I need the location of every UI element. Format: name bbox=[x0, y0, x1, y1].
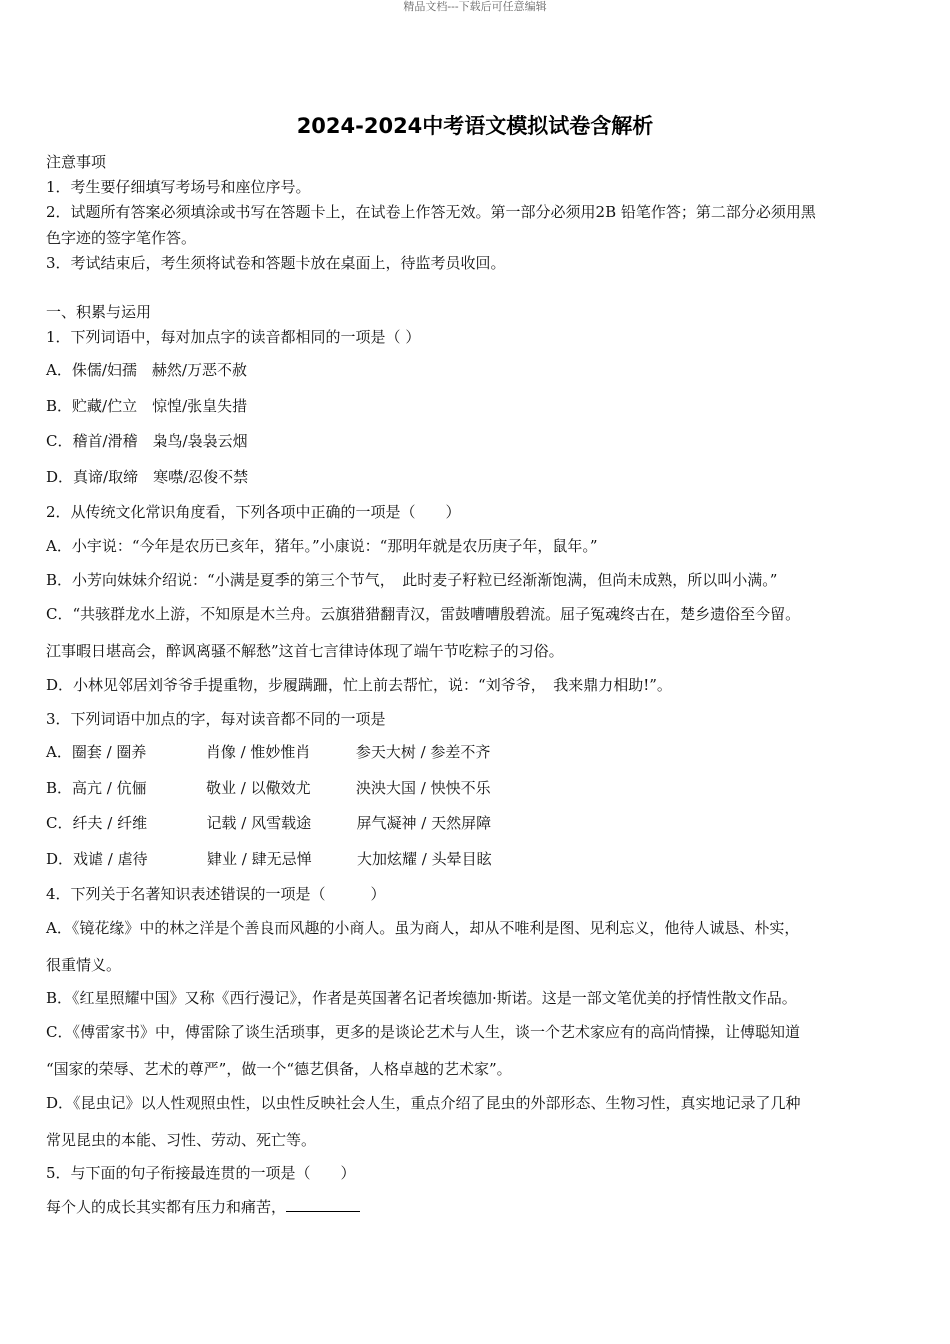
question-4-option-a: A．《镜花缘》中的林之洋是个善良而风趣的小商人。虽为商人，却从不唯利是图、见利忘义，他待人诚恳、朴实， bbox=[46, 919, 800, 937]
question-3-option-d: D．戏谑 / 虐待 肄业 / 肆无忌惮 大加炫耀 / 头晕目眩 bbox=[46, 850, 492, 868]
answer-blank[interactable] bbox=[286, 1197, 360, 1212]
page-header: 精品文档---下载后可任意编辑 bbox=[403, 0, 547, 13]
question-2-option-d: D．小林见邻居刘爷爷手提重物，步履蹒跚，忙上前去帮忙，说：“刘爷爷， 我来鼎力相助!”。 bbox=[46, 676, 672, 694]
section-heading: 一、积累与运用 bbox=[46, 303, 152, 321]
question-4-option-c: C．《傅雷家书》中，傅雷除了谈生活琐事，更多的是谈论艺术与人生，谈一个艺术家应有的高尚情操，让傅聪知道 bbox=[46, 1023, 800, 1041]
question-3-option-b: B．高亢 / 伉俪 敬业 / 以儆效尤 泱泱大国 / 怏怏不乐 bbox=[46, 779, 491, 797]
question-3-stem: 3．下列词语中加点的字，每对读音都不同的一项是 bbox=[46, 710, 386, 728]
question-1-option-d: D．真谛/取缔 寒噤/忍俊不禁 bbox=[46, 468, 249, 486]
notice-item: 1．考生要仔细填写考场号和座位序号。 bbox=[46, 178, 311, 196]
question-2-option-c: C．“共骇群龙水上游，不知原是木兰舟。云旗猎猎翻青汉，雷鼓嘈嘈殷碧流。屈子冤魂终古在，楚乡遗俗至今留。 bbox=[46, 605, 801, 623]
question-4-option-b: B．《红星照耀中国》又称《西行漫记》，作者是英国著名记者埃德加·斯诺。这是一部文笔优美的抒情性散文作品。 bbox=[46, 989, 797, 1007]
question-1-option-b: B．贮藏/伫立 惊惶/张皇失措 bbox=[46, 397, 248, 415]
notice-item: 色字迹的签字笔作答。 bbox=[46, 229, 197, 247]
question-5-stem: 5．与下面的句子衔接最连贯的一项是（ ） bbox=[46, 1164, 356, 1182]
question-4-option-c-continued: “国家的荣辱、艺术的尊严”，做一个“德艺俱备，人格卓越的艺术家”。 bbox=[46, 1060, 512, 1078]
question-4-stem: 4．下列关于名著知识表述错误的一项是（ ） bbox=[46, 885, 386, 903]
question-4-option-d-continued: 常见昆虫的本能、习性、劳动、死亡等。 bbox=[46, 1131, 317, 1149]
question-2-stem: 2．从传统文化常识角度看，下列各项中正确的一项是（ ） bbox=[46, 503, 461, 521]
question-4-option-d: D．《昆虫记》以人性观照虫性，以虫性反映社会人生，重点介绍了昆虫的外部形态、生物习性，真实地记录了几种 bbox=[46, 1094, 801, 1112]
question-3-option-a: A．圈套 / 圈养 肖像 / 惟妙惟肖 参天大树 / 参差不齐 bbox=[46, 743, 491, 761]
page-title: 2024-2024中考语文模拟试卷含解析 bbox=[296, 114, 654, 138]
question-2-option-b: B．小芳向妹妹介绍说：“小满是夏季的第三个节气， 此时麦子籽粒已经渐渐饱满，但尚未成熟，所以叫小满。” bbox=[46, 571, 778, 589]
question-3-option-c: C．纤夫 / 纤维 记载 / 风雪载途 屏气凝神 / 天然屏障 bbox=[46, 814, 492, 832]
question-2-option-a: A．小宇说：“今年是农历已亥年，猪年。”小康说：“那明年就是农历庚子年，鼠年。” bbox=[46, 537, 598, 555]
notice-item: 2．试题所有答案必须填涂或书写在答题卡上，在试卷上作答无效。第一部分必须用2B 铅笔作答；第二部分必须用黑 bbox=[46, 203, 816, 221]
question-4-option-a-continued: 很重情义。 bbox=[46, 956, 122, 974]
notice-heading: 注意事项 bbox=[46, 153, 107, 171]
question-2-option-c-continued: 江事暇日堪高会，醉讽离骚不解愁”这首七言律诗体现了端午节吃粽子的习俗。 bbox=[46, 642, 564, 660]
notice-item: 3．考试结束后，考生须将试卷和答题卡放在桌面上，待监考员收回。 bbox=[46, 254, 506, 272]
question-1-stem: 1．下列词语中，每对加点字的读音都相同的一项是（ ） bbox=[46, 328, 421, 346]
question-1-option-c: C．稽首/滑稽 枭鸟/袅袅云烟 bbox=[46, 432, 248, 450]
question-5-sentence: 每个人的成长其实都有压力和痛苦， bbox=[46, 1197, 916, 1217]
question-1-option-a: A．侏儒/妇孺 赫然/万恶不赦 bbox=[46, 361, 247, 379]
